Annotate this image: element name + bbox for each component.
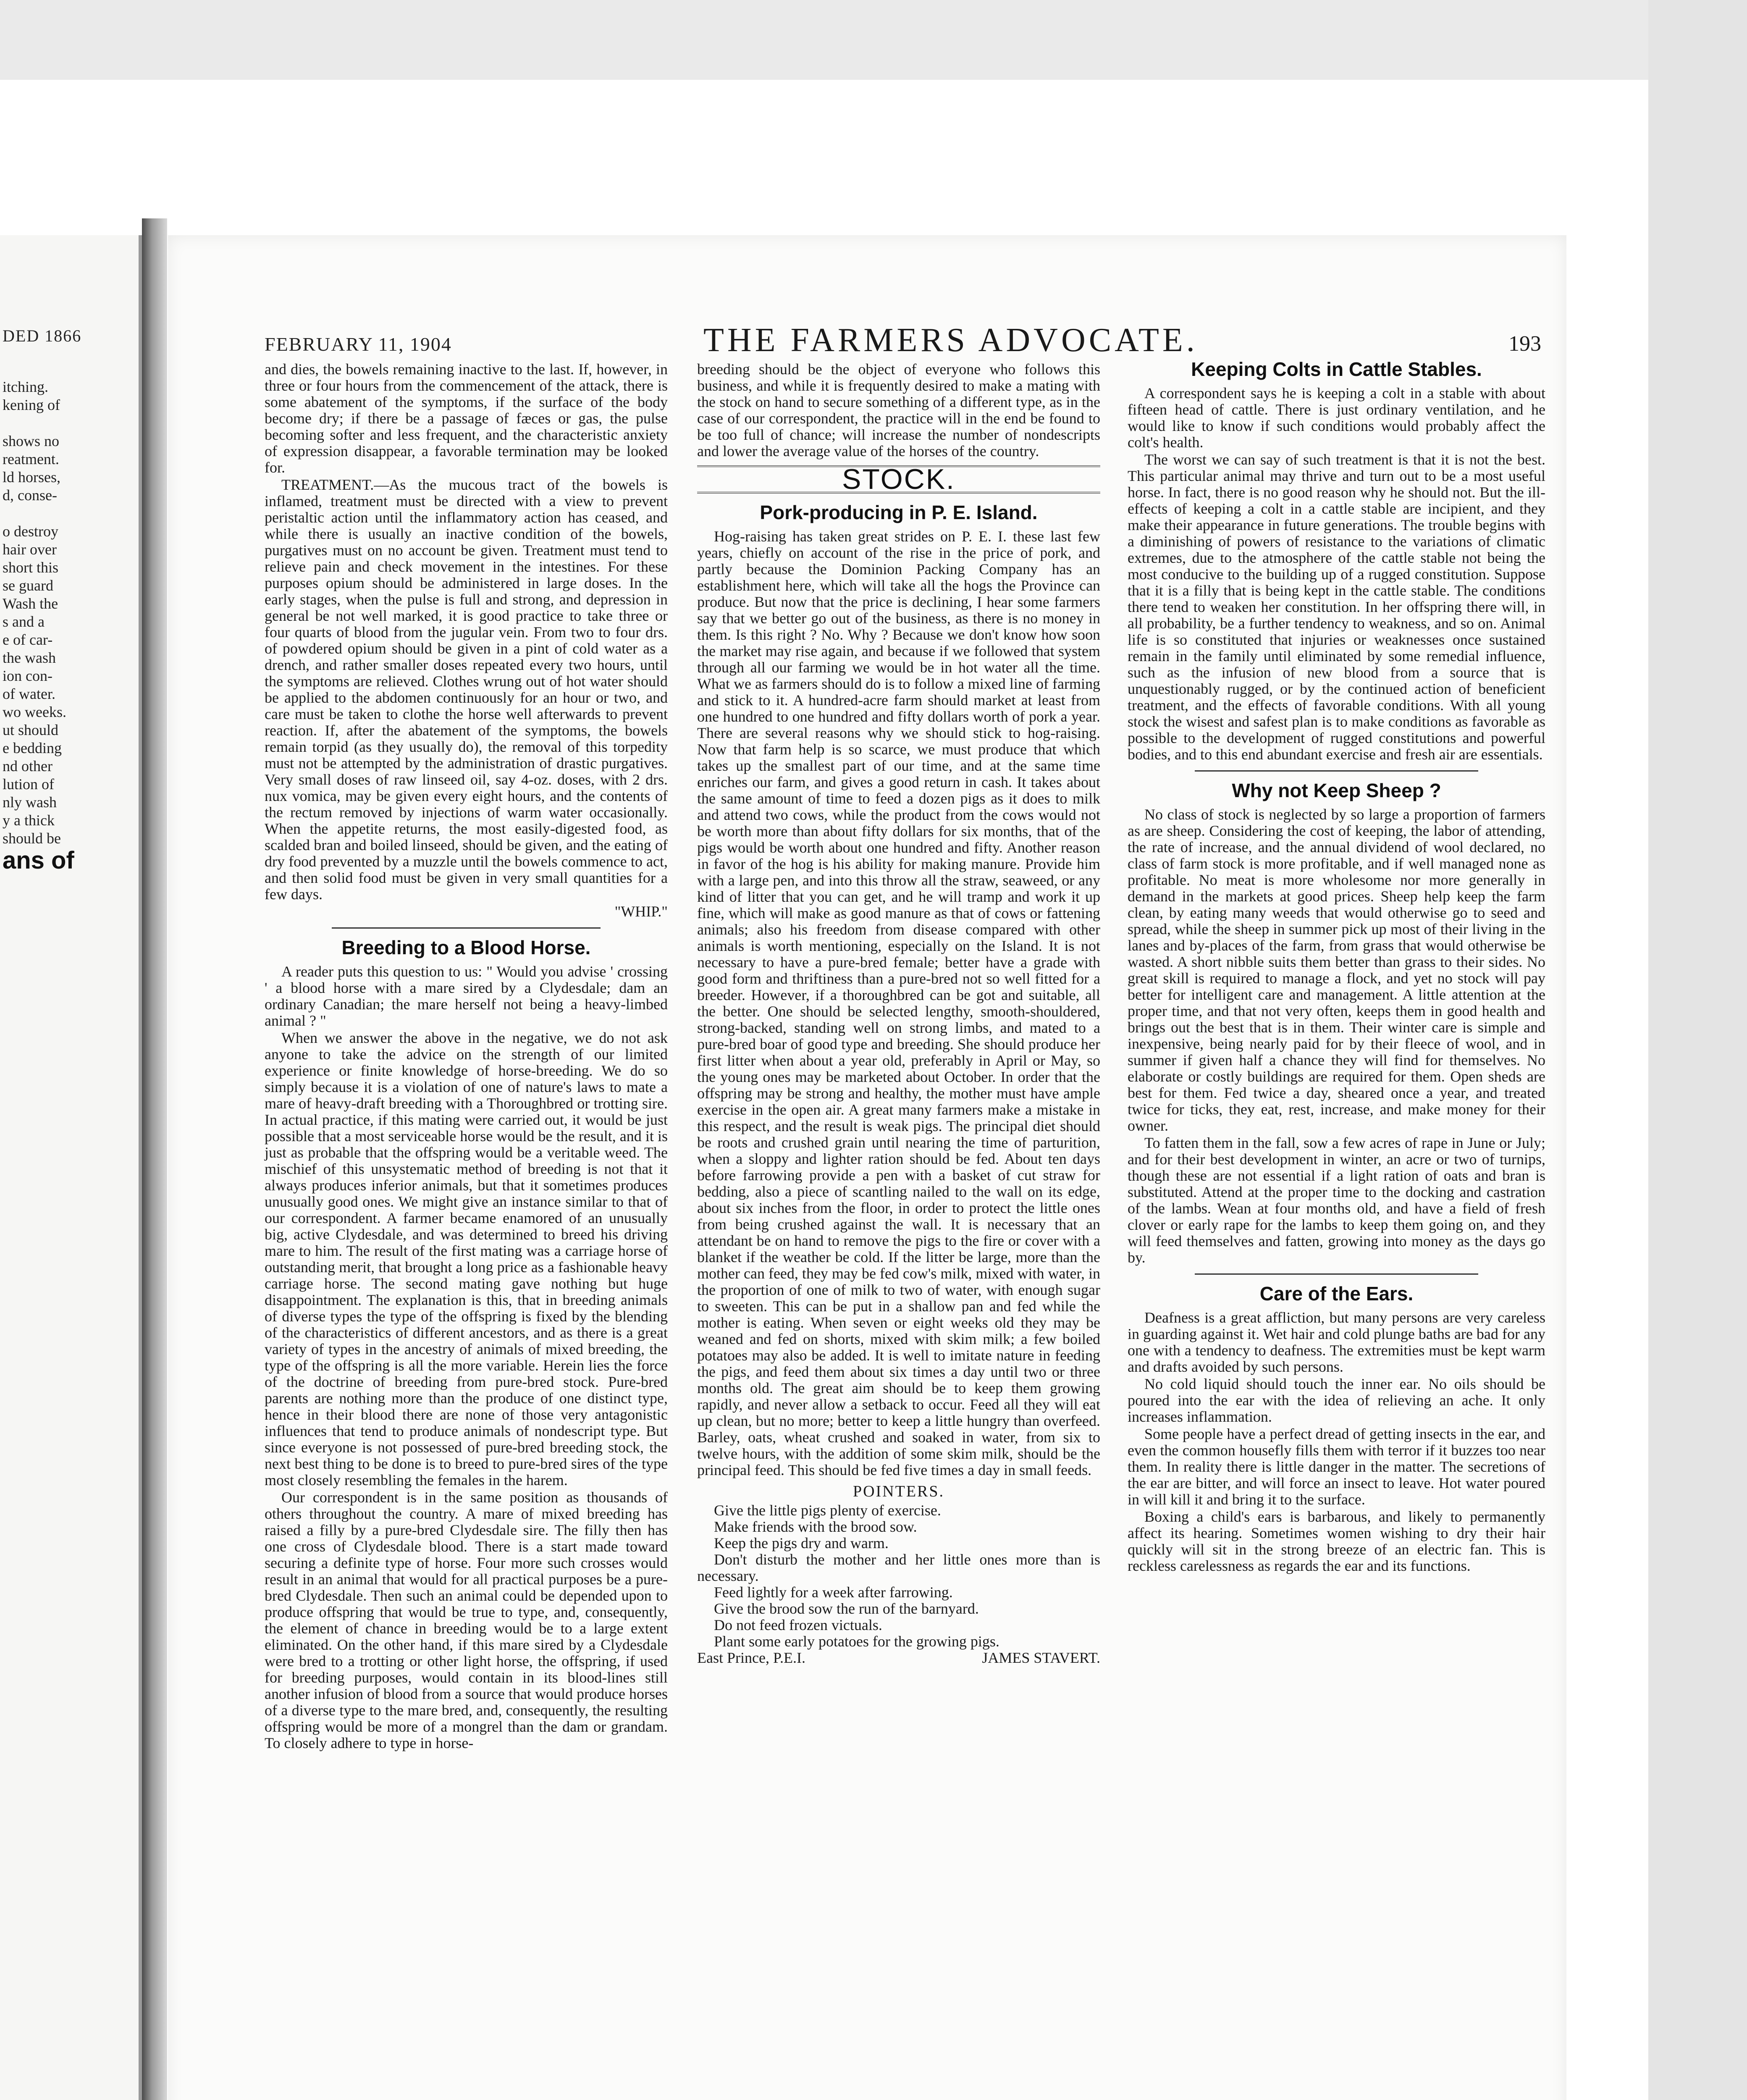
pointer-item: Feed lightly for a week after farrowing. — [714, 1584, 953, 1601]
column-two — [697, 361, 1100, 1666]
breeding-heading: Breeding to a Blood Horse. — [341, 937, 591, 958]
masthead-title: THE FARMERS ADVOCATE. — [703, 322, 1198, 359]
treatment-paragraph: TREATMENT.—As the mucous tract of the bowels is inflamed, treatment must be directed with a view to prevent peristaltic action until the inflammatory action has ceased, and while there is usually an inactive condition of the bowels, purgatives must on no account be given. Treatment must tend to relieve pain and check movement in the intestines. For these purposes opium should be administered in large doses. In the early stages, when the pulse is full and strong, and depression in general be not well marked, it is good practice to take three or four quarts of blood from the jugular vein. From two to four drs. of powdered opium should be given in a pint of cold water as a drench, and rather smaller doses repeated every two hours, until the symptoms are relieved. Clothes wrung out of hot water should be applied to the abdomen continuously for an hour or two, and care must be taken to clothe the horse well afterwards to prevent reaction. If, after the abatement of the symptoms, the bowels remain torpid (as they usually do), the removal of this torpedity must not be attempted by the administration of drastic purgatives. Very small doses of raw linseed oil, say 4-oz. doses, with 2 drs. nux vomica, may be given every eight hours, and the contents of the rectum removed by injections of warm water occasionally. When the appetite returns, the most easily-digested food, as scalded bran and boiled linseed, should be given, and the eating of dry food prevented by a muzzle until the bowels commence to act, and then solid food must be given in very small quantities for a few days. — [265, 476, 668, 903]
pork-heading: Pork-producing in P. E. Island. — [760, 501, 1038, 523]
left-page-text-fragment: e of car- — [3, 631, 53, 648]
colts-question: A correspondent says he is keeping a colt in a stable with about fifteen head of cattle. There is just ordinary ventilation, and he would like to know if such conditions would probably affect the colt's health. — [1128, 385, 1545, 451]
colic-paragraph: and dies, the bowels remaining inactive to the last. If, however, in three or four hours from the commencement of the attack, there is some abatement of the symptoms, if the surface of the body become dry; if there be a passage of fæces or gas, the pulse becoming softer and less frequent, and the characteristic anxiety of expression disappear, a favorable termination may be looked for. — [265, 361, 668, 476]
sheep-paragraph: To fatten them in the fall, sow a few acres of rape in June or July; and for their best development in winter, an acre or two of turnips, though these are not essential if a light ration of oats and bran is substituted. Attend at the proper time to the docking and castration of the lambs. Wean at four months old, and have a field of fresh clover or early rape for the lambs to keep them going on, and they will feed themselves and fatten, growing into money as the days go by. — [1128, 1134, 1545, 1266]
left-facing-page — [0, 235, 142, 2100]
book-gutter — [142, 218, 167, 2100]
colts-answer: The worst we can say of such treatment is that it is not the best. This particular animal may thrive and turn out to be a most useful horse. In fact, there is no good reason why he should not. But the ill-effects of keeping a colt in a cattle stable are incipient, and they make their appearance in future generations. The trouble begins with a diminishing of powers of resistance to the variations of climatic extremes, due to the atmosphere of the cattle stable not being the most conducive to the building up of a rugged constitution. Suppose that it is a filly that is being kept in the cattle stable. The conditions there tend to weaken her constitution. In her offspring there will, in all probability, be a further tendency to weakness, and so on. Animal life is so constituted that injuries or weaknesses once sustained remain in the family until eliminated by some remedial influence, such as the infusion of new blood from a source that is unquestionably rugged, or by the continued action of beneficient treatment, and the effects of favorable conditions. With all young stock the wisest and safest plan is to make conditions as favorable as possible to the development of rugged constitutions and powerful bodies, and to this end abundant exercise and fresh air are essentials. — [1128, 451, 1545, 763]
left-page-text-fragment: lution of — [3, 776, 54, 793]
pointers-heading: POINTERS. — [853, 1483, 945, 1500]
author-place: East Prince, P.E.I. — [697, 1649, 805, 1666]
left-page-text-fragment: ld horses, — [3, 469, 60, 486]
left-page-text-fragment: ion con- — [3, 667, 52, 684]
left-page-text-fragment: the wash — [3, 649, 56, 666]
colts-heading: Keeping Colts in Cattle Stables. — [1191, 358, 1482, 380]
left-page-text-fragment: short this — [3, 559, 59, 576]
breeding-answer: When we answer the above in the negative, we do not ask anyone to take the advice on the strength of our limited experience or finite knowledge of horse-breeding. We do so simply because it is a violation of one of nature's laws to mate a mare of heavy-draft breeding with a Thoroughbred or trotting sire. In actual practice, if this mating were carried out, it would be just possible that a most serviceable horse would be the result, and it is just as probable that the offspring would be a veritable weed. The mischief of this unsystematic method of breeding is not that it always produces inferior animals, but that it sometimes produces unusually good ones. We might give an instance similar to that of our correspondent. A farmer became enamored of an unusually big, active Clydesdale, and was determined to breed his driving mare to him. The result of the first mating was a carriage horse of outstanding merit, that brought a long price as a fashionable heavy carriage horse. The second mating gave nothing but huge disappointment. The explanation is this, that in breeding animals of diverse types the type of the offspring is fixed by the blending of the characteristics of different ancestors, and as there is a great variety of types in the ancestry of animals of mixed breeding, the type of the offspring is all the more variable. Herein lies the force of the doctrine of breeding from pure-bred stock. Pure-bred parents are nothing more than the produce of one distinct type, hence in their blood there are none of those very antagonistic influences that tend to produce animals of nondescript type. But since everyone is not possessed of pure-bred breeding stock, the next best thing to be done is to breed to pure-bred sires of the type most closely resembling the females in the harem. — [265, 1029, 668, 1488]
pointer-item: Give the brood sow the run of the barnyard. — [714, 1600, 979, 1617]
left-page-heading-fragment: ans of — [3, 847, 74, 874]
pointer-item: Don't disturb the mother and her little ones more than is necessary. — [697, 1551, 1100, 1584]
left-page-text-fragment: nd other — [3, 758, 52, 774]
left-page-text-fragment: wo weeks. — [3, 704, 66, 720]
left-page-text-fragment: d, conse- — [3, 487, 57, 504]
ears-paragraph: No cold liquid should touch the inner ear. No oils should be poured into the ear with the idea of relieving an ache. It only increases inflammation. — [1128, 1376, 1545, 1425]
article-divider — [332, 927, 601, 929]
pointer-item: Keep the pigs dry and warm. — [714, 1535, 889, 1551]
pointers-list — [697, 1502, 1100, 1650]
left-page-text-fragment: shows no — [3, 433, 60, 449]
ears-paragraph: Deafness is a great affliction, but many persons are very careless in guarding against it. Wet hair and cold plunge baths are bad for any one with a tendency to deafness. The extremities must be kept warm and drafts avoided by such persons. — [1128, 1309, 1545, 1375]
ears-paragraph: Some people have a perfect dread of getting insects in the ear, and even the common housefly fills them with terror if it buzzes too near them. In reality there is little danger in the matter. The secretions of the ear are bitter, and will force an insect to leave. Hot water poured in will kill it and bring it to the surface. — [1128, 1425, 1545, 1508]
breeding-question: A reader puts this question to us: " Would you advise ' crossing ' a blood horse with a mare sired by a Clydesdale; dam an ordinary Canadian; the mare herself not being a heavy-limbed animal ? " — [265, 963, 668, 1029]
left-page-text-fragment: s and a — [3, 613, 45, 630]
right-page — [168, 235, 1566, 2100]
left-page-text-fragment: nly wash — [3, 794, 57, 811]
pointer-item: Do not feed frozen victuals. — [714, 1617, 882, 1633]
page-number: 193 — [1508, 332, 1541, 356]
breeding-continuation: breeding should be the object of everyone who follows this business, and while it is frequently desired to make a mating with the stock on hand to secure something of a different type, as in the case of our correspondent, the practice will in the end be found to be too full of chance; will increase the number of nondescripts and lower the average value of the horses of the country. — [697, 361, 1100, 459]
left-page-header: DED 1866 — [3, 326, 82, 345]
breeding-correspondent: Our correspondent is in the same position as thousands of others throughout the country. A mare of mixed breeding has raised a filly by a pure-bred Clydesdale sire. The filly then has one cross of Clydesdale blood. There is a start made toward securing a definite type of horse. Four more such crosses would result in an animal that would for all practical purposes be a pure-bred Clydesdale. Then such an animal could be depended upon to produce offspring that would be true to type, and, consequently, the element of chance in breeding would be to a large extent eliminated. On the other hand, if this mare sired by a Clydesdale were bred to a trotting or other light horse, the offspring, if used for breeding purposes, would contain in its blood-lines still another infusion of blood from a source that would produce horses of a diverse type to the mare bred, and, consequently, the resulting offspring would be more of a mongrel than the dam or grandam. To closely adhere to type in horse- — [265, 1489, 668, 1751]
left-page-text-fragment: e bedding — [3, 740, 62, 756]
left-page-text-fragment: itching. — [3, 378, 48, 395]
pork-body: Hog-raising has taken great strides on P. E. I. these last few years, chiefly on account of the rise in the price of pork, and partly because the Dominion Packing Company has an establishment here, which will take all the hogs the Province can produce. But now that the price is declining, I hear some farmers say that we better go out of the business, as there is no money in them. Is this right ? No. Why ? Because we don't know how soon the market may rise again, and because if we followed that system through all our farming we would be in hot water all the time. What we as farmers should do is to follow a mixed line of farming and stick to it. A hundred-acre farm should market at least from one hundred to one hundred and fifty dollars worth of pork a year. There are several reasons why we should stick to hog-raising. Now that farm help is so scarce, we must produce that which takes up the smallest part of our time, and at the same time enriches our farm, and gives a good return in cash. It takes about the same amount of time to feed a dozen pigs as it does to milk and attend two cows, while the product from the cows would not be worth more than about fifty dollars for six months, that of the pigs would be worth about one hundred and fifty. Another reason in favor of the hog is his ability for making manure. Provide him with a large pen, and into this throw all the straw, seaweed, or any kind of litter that you can get, and he will tramp and work it up fine, which will make as good manure as that of cows or fattening animals; also his freedom from disease compared with other animals is worth mentioning, especially on the Island. It is not necessary to have a pure-bred female; better have a grade with good form and thriftiness than a pure-bred not so well fitted for a breeder. However, if a thoroughbred can be got and suitable, all the better. One should be selected lengthy, smooth-shouldered, strong-backed, standing well on strong limbs, and mated to a pure-bred boar of good type and breeding. She should produce her first litter when about a year old, preferably in April or May, so the young ones may be marketed about October. In order that the offspring may be strong and healthy, the mother must have ample exercise in the open air. A great many farmers make a mistake in this respect, and the result is weak pigs. The principal diet should be roots and crushed grain until nearing the time of parturition, when a sloppy and lighter ration should be fed. About ten days before farrowing provide a pen with a basket of cut straw for bedding, also a piece of scantling nailed to the wall on its edge, about six inches from the floor, in order to protect the little ones from being crushed against the wall. It is necessary that an attendant be on hand to remove the pigs to the fire or cover with a blanket if the weather be cold. If the litter be large, more than the mother can feed, they may be fed cow's milk, mixed with water, in the proportion of one of milk to two of water, with enough sugar to sweeten. This can be put in a shallow pan and fed while the mother is eating. When seven or eight weeks old they may be weaned and fed on shorts, mixed with skim milk; a few boiled potatoes may also be added. It is well to imitate nature in feeding the pigs, and feed them about six times a day until two or three months old. The great aim should be to keep them growing rapidly, and never allow a setback to occur. Feed all they will eat up clean, but no more; better to keep a little hungry than overfeed. Barley, oats, wheat crushed and soaked in water, from six to twelve hours, with the addition of some skim milk, should be the principal feed. This should be fed five times a day in small feeds. — [697, 528, 1100, 1478]
scan-top-margin — [0, 0, 1747, 80]
whip-signature: "WHIP." — [614, 903, 668, 920]
ears-paragraph: Boxing a child's ears is barbarous, and likely to permanently affect its hearing. Sometimes women wishing to dry their hair quickly will sit in the strong breeze of an electric fan. This is reckless carelessness as regards the ear and its functions. — [1128, 1508, 1545, 1574]
ears-heading: Care of the Ears. — [1259, 1283, 1414, 1305]
sheep-heading: Why not Keep Sheep ? — [1232, 780, 1441, 801]
left-page-text-fragment: should be — [3, 830, 61, 847]
left-page-text-fragment: ut should — [3, 722, 59, 738]
issue-date: FEBRUARY 11, 1904 — [265, 333, 452, 355]
left-page-text-fragment: kening of — [3, 396, 60, 413]
pointer-item: Plant some early potatoes for the growing pigs. — [714, 1633, 999, 1650]
pointer-item: Give the little pigs plenty of exercise. — [714, 1502, 941, 1519]
article-divider — [1195, 1273, 1478, 1275]
pork-signature — [697, 1650, 1100, 1666]
column-one — [265, 361, 668, 1752]
article-divider — [1195, 770, 1478, 772]
column-three — [1128, 358, 1545, 1575]
stock-section-banner — [697, 465, 1100, 494]
left-page-text-fragment: y a thick — [3, 812, 55, 829]
left-page-text-fragment: hair over — [3, 541, 57, 558]
pointers-section — [697, 1483, 1100, 1650]
left-page-text-fragment: of water. — [3, 685, 55, 702]
left-page-text-fragment: o destroy — [3, 523, 58, 540]
left-page-text-fragment: se guard — [3, 577, 53, 594]
author-name: JAMES STAVERT. — [982, 1649, 1100, 1666]
pointer-item: Make friends with the brood sow. — [714, 1518, 917, 1535]
stock-section-title: STOCK. — [842, 463, 955, 495]
sheep-paragraph: No class of stock is neglected by so large a proportion of farmers as are sheep. Considering the cost of keeping, the labor of attending, the rate of increase, and the annual dividend of wool declared, no class of farm stock is more profitable, and if well managed none as profitable. No meat is more wholesome nor more generally in demand in the markets at good prices. Sheep help keep the farm clean, by eating many weeds that would otherwise go to seed and spread, while the sheep in summer pick up most of their living in the lanes and by-places of the farm, from grass that would otherwise be wasted. A short nibble suits them better than grass to their sides. No great skill is required to manage a flock, and yet no stock will pay better for intelligent care and management. A little attention at the proper time, and that not very often, keeps them in good health and brings out the best that is in them. Their winter care is simple and inexpensive, being nearly paid for by their fleece of wool, and in summer if given half a chance they will find for themselves. No elaborate or costly buildings are required for them. Open sheds are best for them. Fed twice a day, sheared once a year, and treated twice for ticks, they eat, rest, increase, and make money for their owner. — [1128, 806, 1545, 1134]
left-page-text-fragment: reatment. — [3, 451, 59, 467]
left-page-text-fragment: Wash the — [3, 595, 58, 612]
scan-right-margin — [1648, 0, 1747, 2100]
